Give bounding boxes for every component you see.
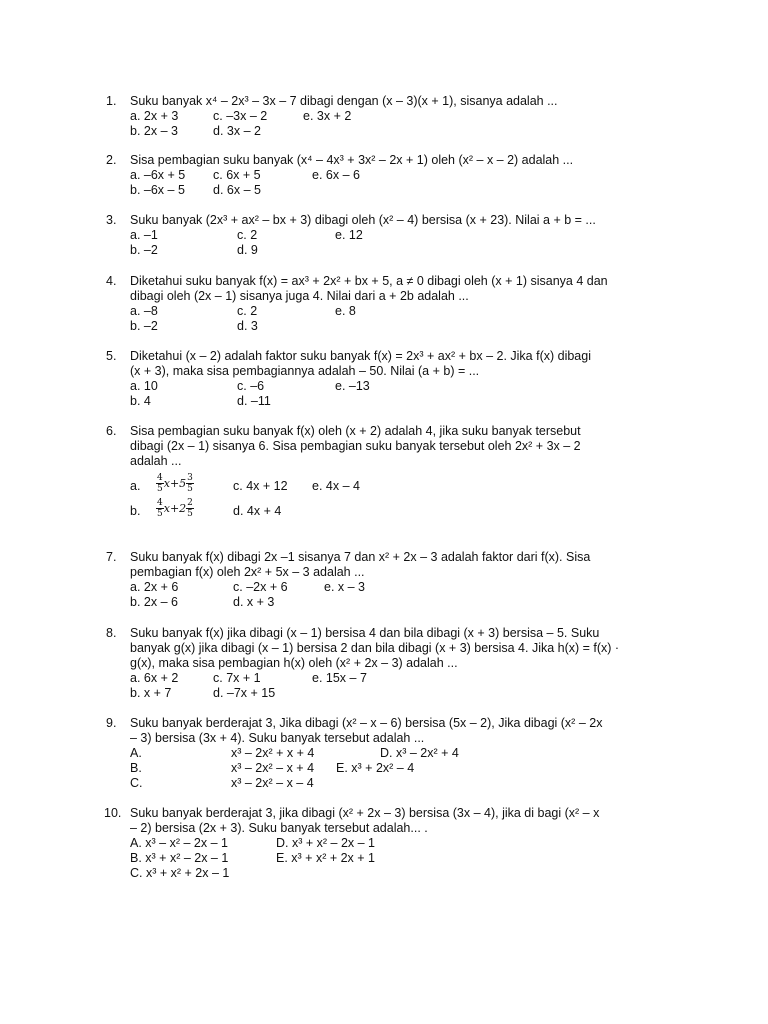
stem-line: Suku banyak f(x) dibagi 2x –1 sisanya 7 dan x² + 2x – 3 adalah faktor dari f(x). Sisa [130,550,591,564]
answer-option[interactable]: A. [130,746,142,760]
question-stem [130,424,712,469]
answer-option[interactable]: e. –13 [335,379,370,393]
answer-option[interactable]: c. 2 [237,304,258,318]
question-stem [130,806,712,836]
stem-line: dibagi (2x – 1) sisanya 6. Sisa pembagian suku banyak tersebut oleh 2x² + 3x – 2 [130,439,581,453]
answer-option[interactable]: b. x + 7 [130,686,172,700]
option-row [130,851,712,866]
question-number: 9. [106,716,117,730]
answer-option[interactable]: d. –11 [237,394,271,408]
question-number: 5. [106,349,117,363]
option-row [130,746,712,761]
answer-option[interactable]: D. x³ + x² – 2x – 1 [276,836,375,850]
answer-option[interactable]: b. [130,504,141,518]
stem-line: – 3) bersisa (3x + 4). Suku banyak tersebut adalah ... [130,731,425,745]
question-stem [130,94,712,109]
answer-option[interactable]: b. –2 [130,243,158,257]
answer-option[interactable]: a. –6x + 5 [130,168,186,182]
answer-option[interactable]: e. 6x – 6 [312,168,360,182]
variable-term: x+5 [163,477,187,490]
answer-options [130,304,712,334]
question-number: 7. [106,550,117,564]
stem-line: – 2) bersisa (2x + 3). Suku banyak tersebut adalah... . [130,821,428,835]
question-stem [130,153,712,168]
answer-option[interactable]: e. 8 [335,304,356,318]
answer-option[interactable]: b. 2x – 3 [130,124,178,138]
stem-line: Diketahui (x – 2) adalah faktor suku banyak f(x) = 2x³ + ax² + bx – 2. Jika f(x) dibagi [130,349,591,363]
answer-option[interactable]: c. 4x + 12 [233,479,288,493]
answer-option[interactable]: c. 2 [237,228,258,242]
fraction [156,498,164,519]
option-row [130,866,712,881]
question-number: 10. [104,806,122,820]
question-body [130,94,712,139]
option-row [130,379,712,394]
question-body [130,626,712,701]
answer-option[interactable]: c. –6 [237,379,265,393]
fraction [186,473,194,494]
numerator: 4 [157,473,163,483]
answer-options [130,671,712,701]
answer-option[interactable]: B. x³ + x² – 2x – 1 [130,851,229,865]
question-number: 2. [106,153,117,167]
question-stem [130,550,712,580]
answer-option[interactable]: d. 6x – 5 [213,183,261,197]
question-stem [130,274,712,304]
question-stem [130,626,712,671]
option-row [130,228,712,243]
answer-option[interactable]: a. 2x + 6 [130,580,179,594]
stem-line: pembagian f(x) oleh 2x² + 5x – 3 adalah ... [130,565,365,579]
question-body [130,349,712,409]
answer-option[interactable]: b. 4 [130,394,151,408]
numerator: 3 [187,473,193,483]
answer-option[interactable]: d. 4x + 4 [233,504,282,518]
answer-option[interactable]: d. 9 [237,243,258,257]
question-number: 1. [106,94,117,108]
option-row [130,124,712,139]
stem-line: Suku banyak x⁴ – 2x³ – 3x – 7 dibagi dengan (x – 3)(x + 1), sisanya adalah ... [130,94,558,108]
answer-option[interactable]: e. 4x – 4 [312,479,360,493]
answer-options [130,109,712,139]
option-row [130,580,712,595]
option-row [130,761,712,776]
question-stem [130,716,712,746]
option-row [130,109,712,124]
fraction [186,498,194,519]
question-number: 4. [106,274,117,288]
answer-option[interactable]: a. 6x + 2 [130,671,179,685]
stem-line: Sisa pembagian suku banyak f(x) oleh (x + 2) adalah 4, jika suku banyak tersebut [130,424,581,438]
answer-option[interactable]: a. –8 [130,304,158,318]
question-number: 8. [106,626,117,640]
answer-option[interactable]: e. x – 3 [324,580,365,594]
answer-option[interactable]: B. [130,761,142,775]
denominator: 5 [157,484,163,494]
question-stem [130,349,712,379]
denominator: 5 [157,509,163,519]
answer-option[interactable]: E. x³ + x² + 2x + 1 [276,851,375,865]
denominator: 5 [187,509,193,519]
option-row [130,595,712,610]
answer-option[interactable]: A. x³ – x² – 2x – 1 [130,836,228,850]
fraction-expression [156,473,194,498]
answer-options [130,379,712,409]
option-row [130,183,712,198]
question-body [130,550,712,610]
question-body [130,424,712,523]
stem-line: (x + 3), maka sisa pembagiannya adalah – 50. Nilai (a + b) = ... [130,364,480,378]
denominator: 5 [187,484,193,494]
answer-options [130,580,712,610]
stem-line: banyak g(x) jika dibagi (x – 1) bersisa 2 dan bila dibagi (x + 3) bersisa 4. Jika h(x) = f(x) · [130,641,620,655]
answer-option[interactable]: a. 10 [130,379,158,393]
answer-options [130,836,712,881]
stem-line: Sisa pembagian suku banyak (x⁴ – 4x³ + 3x² – 2x + 1) oleh (x² – x – 2) adalah ... [130,153,574,167]
answer-option[interactable]: C. x³ + x² + 2x – 1 [130,866,230,880]
answer-option[interactable]: e. 3x + 2 [303,109,352,123]
answer-option[interactable]: d. x + 3 [233,595,275,609]
answer-option[interactable]: a. [130,479,141,493]
question-number: 6. [106,424,117,438]
variable-term: x+2 [163,502,187,515]
option-row [130,319,712,334]
answer-option[interactable]: a. –1 [130,228,158,242]
answer-option[interactable]: x³ – 2x² – x + 4 [231,761,315,775]
stem-line: Suku banyak berderajat 3, jika dibagi (x² + 2x – 3) bersisa (3x – 4), jika di bagi (x² – x [130,806,600,820]
stem-line: Suku banyak f(x) jika dibagi (x – 1) bersisa 4 dan bila dibagi (x + 3) bersisa – 5. Suku [130,626,600,640]
answer-option[interactable]: d. 3 [237,319,258,333]
answer-option[interactable]: b. –2 [130,319,158,333]
answer-option[interactable]: d. –7x + 15 [213,686,276,700]
answer-options [130,473,712,523]
answer-option[interactable]: c. –3x – 2 [213,109,268,123]
answer-options [130,746,712,791]
answer-option[interactable]: b. –6x – 5 [130,183,185,197]
option-row [130,168,712,183]
option-row [130,304,712,319]
option-row [130,686,712,701]
question-body [130,274,712,334]
option-row [130,671,712,686]
stem-line: adalah ... [130,454,182,468]
stem-line: Diketahui suku banyak f(x) = ax³ + 2x² + bx + 5, a ≠ 0 dibagi oleh (x + 1) sisanya 4 dan [130,274,608,288]
answer-option[interactable]: b. 2x – 6 [130,595,178,609]
stem-line: g(x), maka sisa pembagian h(x) oleh (x² + 2x – 3) adalah ... [130,656,458,670]
option-row [130,473,712,498]
answer-option[interactable]: d. 3x – 2 [213,124,261,138]
answer-option[interactable]: c. 7x + 1 [213,671,261,685]
stem-line: Suku banyak (2x³ + ax² – bx + 3) dibagi oleh (x² – 4) bersisa (x + 23). Nilai a + b = ... [130,213,596,227]
option-row [130,776,712,791]
answer-option[interactable]: e. 12 [335,228,363,242]
option-row [130,498,712,523]
answer-option[interactable]: a. 2x + 3 [130,109,179,123]
answer-option[interactable]: c. 6x + 5 [213,168,261,182]
answer-option[interactable]: C. [130,776,143,790]
option-row [130,243,712,258]
question-body [130,153,712,198]
stem-line: dibagi oleh (2x – 1) sisanya juga 4. Nilai dari a + 2b adalah ... [130,289,469,303]
fraction [156,473,164,494]
answer-option[interactable]: x³ – 2x² + x + 4 [231,746,315,760]
question-body [130,213,712,258]
answer-option[interactable]: E. x³ + 2x² – 4 [336,761,415,775]
answer-option[interactable]: x³ – 2x² – x – 4 [231,776,314,790]
option-row [130,836,712,851]
answer-option[interactable]: c. –2x + 6 [233,580,288,594]
numerator: 4 [157,498,163,508]
answer-options [130,228,712,258]
question-body [130,806,712,881]
answer-option[interactable]: D. x³ – 2x² + 4 [380,746,459,760]
stem-line: Suku banyak berderajat 3, Jika dibagi (x² – x – 6) bersisa (5x – 2), Jika dibagi (x² – 2x [130,716,603,730]
answer-option[interactable]: e. 15x – 7 [312,671,367,685]
answer-options [130,168,712,198]
question-number: 3. [106,213,117,227]
question-stem [130,213,712,228]
numerator: 2 [187,498,193,508]
fraction-expression [156,498,194,523]
option-row [130,394,712,409]
question-body [130,716,712,791]
